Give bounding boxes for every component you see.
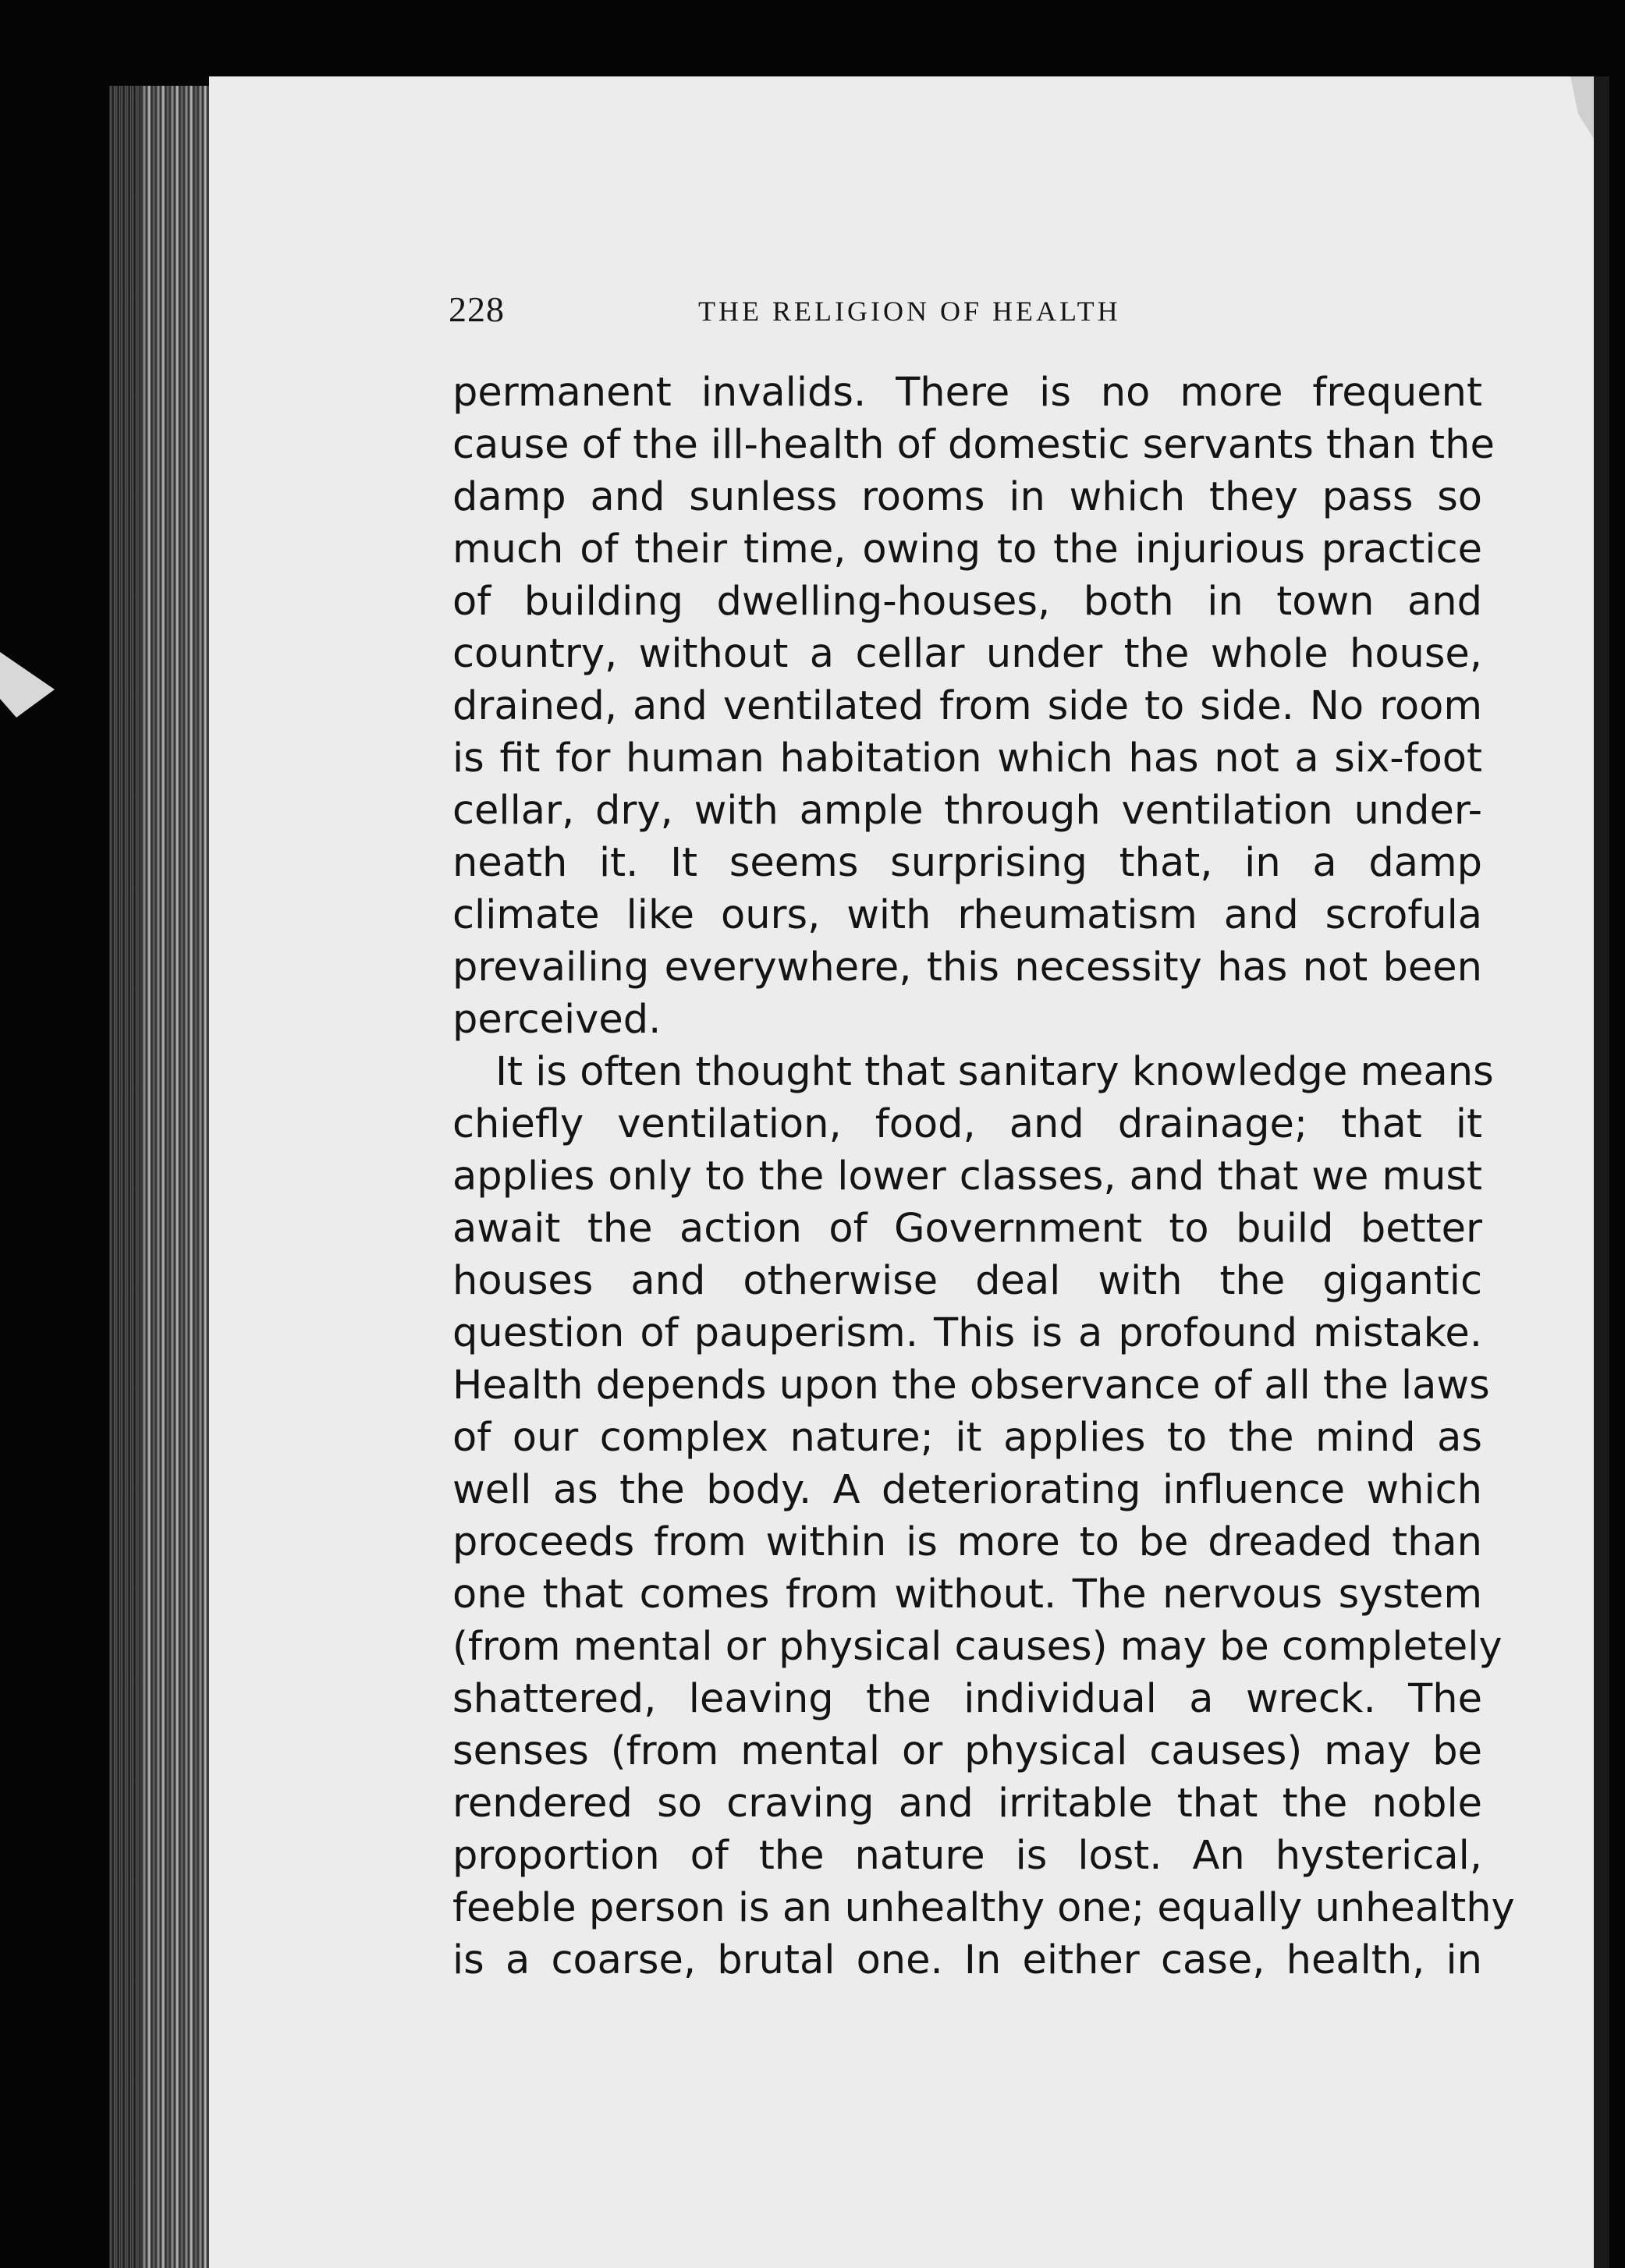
text-line: perceived. [452, 997, 662, 1043]
text-line: Health depends upon the observance of all the laws [452, 1363, 1490, 1409]
page-corner-artifact [1555, 76, 1594, 139]
text-line: chiefly ventilation, food, and drainage; that it [452, 1101, 1482, 1147]
text-line: country, without a cellar under the whole house, [452, 631, 1482, 677]
text-line: neath it. It seems surprising that, in a damp [452, 840, 1482, 886]
text-line: climate like ours, with rheumatism and scrofula [452, 892, 1482, 938]
text-line: damp and sunless rooms in which they pass so [452, 474, 1482, 520]
text-line: drained, and ventilated from side to side. No room [452, 683, 1482, 729]
text-line: houses and otherwise deal with the gigantic [452, 1258, 1482, 1304]
text-line: much of their time, owing to the injurious practice [452, 526, 1482, 572]
page-right-edge [1594, 76, 1609, 2268]
text-line: applies only to the lower classes, and that we must [452, 1153, 1482, 1200]
text-line: (from mental or physical causes) may be completely [452, 1624, 1503, 1670]
text-line: proportion of the nature is lost. An hysterical, [452, 1833, 1482, 1879]
text-line: await the action of Government to build better [452, 1206, 1482, 1252]
text-line: cause of the ill-health of domestic servants than the [452, 422, 1495, 468]
text-line: proceeds from within is more to be dreaded than [452, 1519, 1482, 1565]
book-spine [109, 86, 140, 2268]
text-line: is a coarse, brutal one. In either case, health, in [452, 1937, 1482, 1983]
text-line: of building dwelling-houses, both in town and [452, 579, 1482, 625]
page-header [449, 289, 1478, 335]
text-line: It is often thought that sanitary knowledge means [495, 1049, 1494, 1095]
text-line: cellar, dry, with ample through ventilation under- [452, 788, 1482, 834]
text-line: well as the body. A deteriorating influence which [452, 1467, 1482, 1513]
text-line: senses (from mental or physical causes) may be [452, 1728, 1482, 1774]
text-line: one that comes from without. The nervous system [452, 1572, 1482, 1618]
text-line: question of pauperism. This is a profound mistake. [452, 1310, 1482, 1356]
page-number: 228 [449, 289, 505, 329]
text-line: of our complex nature; it applies to the mind as [452, 1415, 1482, 1461]
text-line: feeble person is an unhealthy one; equally unhealthy [452, 1885, 1515, 1931]
text-line: rendered so craving and irritable that the noble [452, 1781, 1482, 1827]
running-title: THE RELIGION OF HEALTH [698, 296, 1121, 327]
text-line: shattered, leaving the individual a wreck. The [452, 1676, 1482, 1722]
paragraph [452, 1046, 1515, 1986]
text-line: permanent invalids. There is no more frequent [452, 370, 1482, 416]
body-text [452, 367, 1515, 1986]
text-line: prevailing everywhere, this necessity has not been [452, 944, 1482, 990]
paragraph [452, 367, 1495, 1046]
text-line: is fit for human habitation which has not a six-foot [452, 735, 1482, 781]
page-edges [109, 86, 211, 2268]
